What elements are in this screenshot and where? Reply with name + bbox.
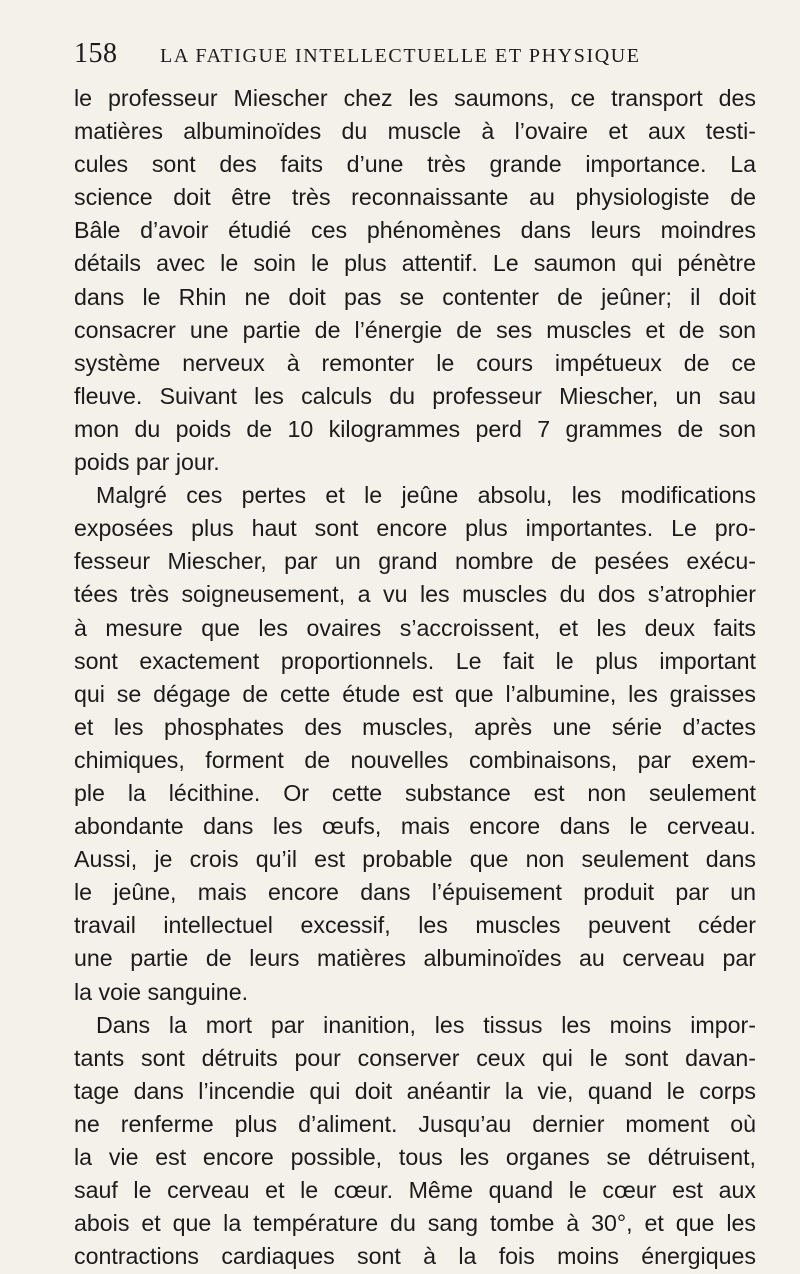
text-line: mon du poids de 10 kilogrammes perd 7 grammes de son	[74, 415, 756, 442]
text-line: travail intellectuel excessif, les muscles peuvent céder	[74, 912, 756, 939]
text-line: abondante dans les œufs, mais encore dans le cerveau.	[74, 813, 756, 840]
text-line: tage dans l’incendie qui doit anéantir la vie, quand le corps	[74, 1077, 756, 1104]
text-line: une partie de leurs matières albuminoïdes au cerveau par	[74, 945, 756, 972]
text-line: chimiques, forment de nouvelles combinaisons, par exem-	[74, 746, 756, 773]
text-line: cules sont des faits d’une très grande importance. La	[74, 151, 756, 178]
text-line: sont exactement proportionnels. Le fait le plus important	[74, 647, 756, 674]
text-line: et les phosphates des muscles, après une série d’actes	[74, 713, 756, 740]
text-line: fesseur Miescher, par un grand nombre de pesées exécu-	[74, 548, 756, 575]
text-line: poids par jour.	[74, 449, 220, 476]
running-title: LA FATIGUE INTELLECTUELLE ET PHYSIQUE	[160, 45, 641, 67]
text-line: ne renferme plus d’aliment. Jusqu’au dernier moment où	[74, 1110, 756, 1137]
text-line: la vie est encore possible, tous les organes se détruisent,	[74, 1144, 756, 1170]
text-line: ple la lécithine. Or cette substance est non seulement	[74, 779, 756, 806]
text-line: sauf le cerveau et le cœur. Même quand le cœur est aux	[74, 1177, 756, 1204]
text-line: exposées plus haut sont encore plus importantes. Le pro-	[74, 515, 756, 542]
body-text	[74, 82, 756, 1273]
text-line: tées très soigneusement, a vu les muscles du dos s’atrophier	[74, 581, 756, 608]
text-line: fleuve. Suivant les calculs du professeur Miescher, un sau	[74, 382, 756, 409]
text-line: détails avec le soin le plus attentif. Le saumon qui pénètre	[74, 250, 756, 277]
text-line: la voie sanguine.	[74, 978, 249, 1005]
text-line: qui se dégage de cette étude est que l’albumine, les graisses	[74, 680, 756, 707]
text-line: dans le Rhin ne doit pas se contenter de jeûner; il doit	[74, 283, 756, 310]
text-line: Bâle d’avoir étudié ces phénomènes dans leurs moindres	[74, 217, 756, 244]
paragraph-start-line: Dans la mort par inanition, les tissus les moins impor-	[96, 1011, 756, 1038]
text-line: contractions cardiaques sont à la fois moins énergiques	[74, 1243, 756, 1270]
paragraph-start-line: Malgré ces pertes et le jeûne absolu, les modifications	[96, 482, 756, 509]
text-line: le jeûne, mais encore dans l’épuisement produit par un	[74, 879, 756, 906]
text-line: consacrer une partie de l’énergie de ses muscles et de son	[74, 316, 756, 343]
text-line: Aussi, je crois qu’il est probable que non seulement dans	[74, 846, 756, 873]
text-line: système nerveux à remonter le cours impétueux de ce	[74, 349, 756, 376]
text-line: abois et que la température du sang tombe à 30°, et que les	[74, 1210, 756, 1237]
page-number: 158	[74, 38, 118, 69]
text-line: le professeur Miescher chez les saumons, ce transport des	[74, 85, 756, 111]
text-line: matières albuminoïdes du muscle à l’ovaire et aux testi-	[74, 118, 756, 145]
running-header	[74, 38, 756, 70]
text-line: à mesure que les ovaires s’accroissent, et les deux faits	[74, 614, 756, 641]
text-line: science doit être très reconnaissante au physiologiste de	[74, 184, 756, 211]
text-line: tants sont détruits pour conserver ceux qui le sont davan-	[74, 1044, 756, 1071]
